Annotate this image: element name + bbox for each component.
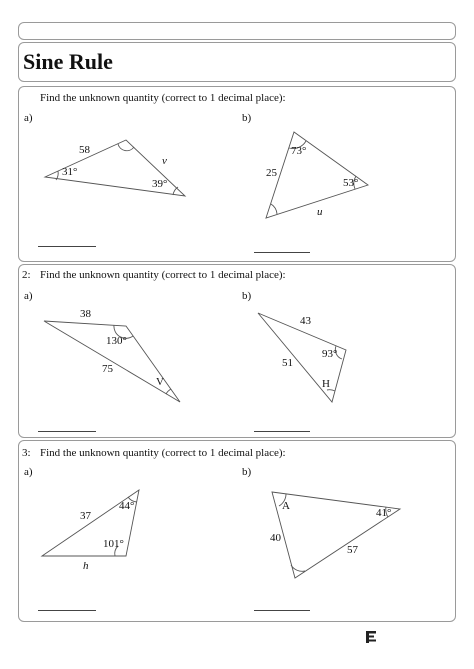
unknown-2b-H: H [322,378,330,390]
question-3b-label: b) [242,466,252,478]
side-2b-43: 43 [300,315,311,327]
triangle-2a [44,321,180,402]
page-title: Sine Rule [23,49,113,74]
angle-arc-2a-bottom [166,389,171,394]
question-1-instruction: Find the unknown quantity (correct to 1 decimal place): [40,92,286,104]
unknown-1b-u: u [317,206,323,218]
angle-2a-130: 130° [106,335,127,347]
answer-line-3b[interactable] [254,610,310,611]
angle-1a-39: 39° [152,178,168,190]
angle-arc-1b-bottom [271,204,277,214]
answer-line-1b[interactable] [254,252,310,253]
side-1b-25: 25 [266,167,277,179]
angle-3b-41: 41° [376,507,392,519]
question-2-instruction: Find the unknown quantity (correct to 1 decimal place): [40,269,286,281]
angle-1b-53: 53° [343,177,359,189]
angle-1b-73: 73° [291,145,307,157]
angle-3a-101: 101° [103,538,124,550]
answer-line-2a[interactable] [38,431,96,432]
question-3a-label: a) [24,466,33,478]
side-3b-57: 57 [347,544,358,556]
side-2b-51: 51 [282,357,293,369]
question-2a-label: a) [24,290,33,302]
unknown-1a-v: v [162,155,167,167]
side-2a-75: 75 [102,363,113,375]
side-2a-38: 38 [80,308,91,320]
answer-line-1a[interactable] [38,246,96,247]
answer-line-3a[interactable] [38,610,96,611]
side-1a-58: 58 [79,144,90,156]
unknown-3a-h: h [83,560,89,572]
question-2-number: 2: [22,269,31,281]
corbettmaths-logo-icon [364,630,378,648]
side-3a-37: 37 [80,510,91,522]
angle-2b-93: 93° [322,348,338,360]
unknown-3b-A: A [282,500,290,512]
angle-3a-44: 44° [119,500,135,512]
angle-1a-31: 31° [62,166,78,178]
question-1a-label: a) [24,112,33,124]
question-1b-label: b) [242,112,252,124]
question-2b-label: b) [242,290,252,302]
side-3b-40: 40 [270,532,281,544]
answer-line-2b[interactable] [254,431,310,432]
question-3-instruction: Find the unknown quantity (correct to 1 decimal place): [40,447,286,459]
unknown-2a-V: V [156,376,164,388]
question-3-number: 3: [22,447,31,459]
